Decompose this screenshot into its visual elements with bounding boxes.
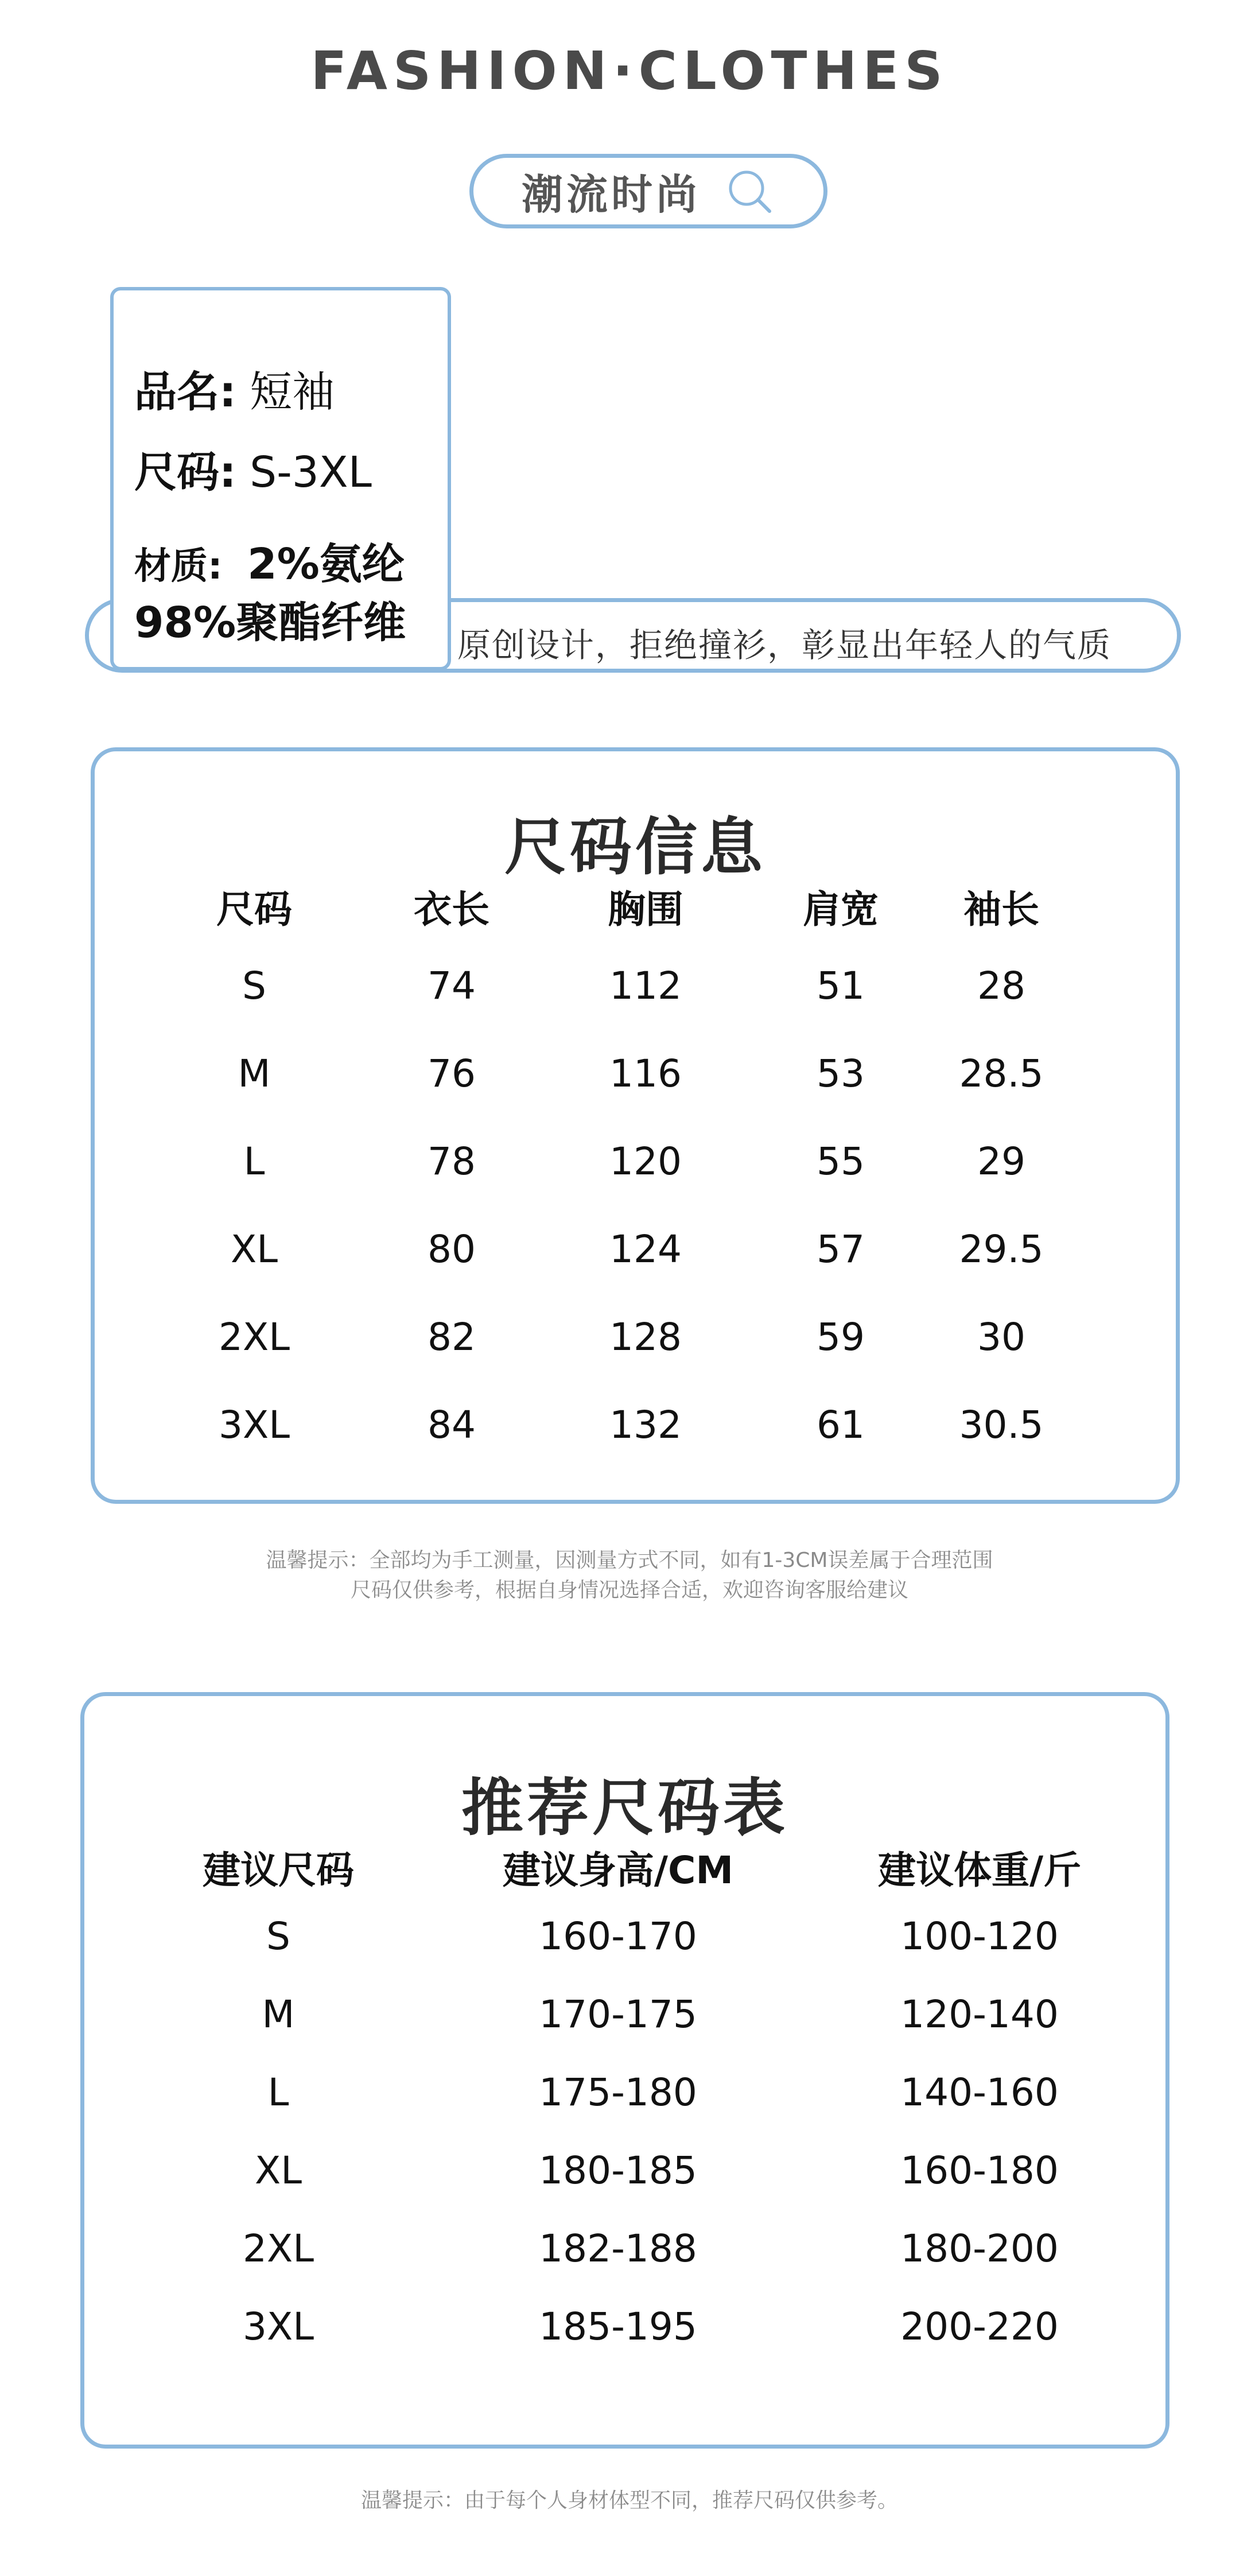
size-table-cell: 57 [817,1227,865,1271]
product-material-line [134,530,405,591]
recommend-table-title: 推荐尺码表 [461,1772,788,1844]
recommend-table-cell: 180-200 [900,2226,1059,2271]
size-table-cell: 53 [817,1052,865,1096]
recommend-note: 温馨提示：由于每个人身材体型不同，推荐尺码仅供参考。 [360,2489,898,2512]
size-table-header-cell: 胸围 [608,887,683,932]
size-table-cell: 128 [609,1315,682,1359]
size-table-cell: 112 [609,964,682,1008]
recommend-table-cell: XL [255,2148,302,2193]
size-table-header-cell: 尺码 [216,887,292,932]
product-size-key: 尺码: [134,448,236,497]
size-table-cell: M [238,1052,271,1096]
size-table-cell: 55 [817,1139,865,1184]
product-info-card [110,287,451,670]
size-note-2: 尺码仅供参考，根据自身情况选择合适，欢迎咨询客服给建议 [350,1578,908,1602]
recommend-table-cell: 160-180 [900,2148,1059,2193]
recommend-table-cell: 100-120 [900,1914,1059,1958]
recommend-table-header-cell: 建议身高/CM [502,1848,734,1892]
slogan-text: 原创设计，拒绝撞衫，彰显出年轻人的气质 [457,626,1112,665]
size-table-cell: 3XL [219,1403,290,1447]
product-name-line [134,358,335,419]
size-table-cell: S [242,964,266,1008]
recommend-table-cell: L [267,2070,289,2115]
size-table-cell: 76 [428,1052,476,1096]
size-table-header-cell: 袖长 [963,887,1039,932]
recommend-table-header-cell: 建议体重/斤 [877,1848,1082,1892]
size-table-cell: 78 [428,1139,476,1184]
recommend-table-cell: 200-220 [900,2305,1059,2349]
recommend-card [80,1692,1169,2449]
size-table-cell: 116 [609,1052,682,1096]
recommend-table-cell: 182-188 [539,2226,697,2271]
product-material-value-2: 98%聚酯纤维 [134,598,406,647]
product-name-value: 短袖 [250,367,335,417]
size-table-cell: 29.5 [959,1227,1044,1271]
size-table-cell: L [243,1139,265,1184]
product-material-value-1: 2%氨纶 [247,540,405,589]
product-material-key: 材质: [134,545,223,588]
size-table-cell: XL [231,1227,278,1271]
size-note-1: 温馨提示：全部均为手工测量，因测量方式不同，如有1-3CM误差属于合理范围 [266,1549,993,1572]
size-table-cell: 30.5 [959,1403,1044,1447]
size-table-cell: 28 [977,964,1025,1008]
size-table-cell: 120 [609,1139,682,1184]
size-info-card [91,747,1180,1504]
recommend-table-cell: 160-170 [539,1914,697,1958]
recommend-table-cell: 140-160 [900,2070,1059,2115]
product-size-value: S-3XL [250,448,372,497]
search-icon [724,165,775,217]
size-table-cell: 80 [428,1227,476,1271]
recommend-table-cell: 3XL [243,2305,314,2349]
size-table-cell: 2XL [219,1315,290,1359]
recommend-table-cell: 180-185 [539,2148,697,2193]
product-name-key: 品名: [134,367,236,417]
size-table-cell: 30 [977,1315,1025,1359]
recommend-table-cell: 170-175 [539,1992,697,2036]
size-table-cell: 82 [428,1315,476,1359]
size-table-cell: 132 [609,1403,682,1447]
size-table-cell: 51 [817,964,865,1008]
recommend-table-cell: M [262,1992,295,2036]
size-table-cell: 28.5 [959,1052,1044,1096]
recommend-table-cell: 185-195 [539,2305,697,2349]
size-table-cell: 61 [817,1403,865,1447]
size-table-header-cell: 肩宽 [803,887,879,932]
size-table-cell: 74 [428,964,476,1008]
search-pill[interactable] [469,154,827,228]
size-table-header-cell: 衣长 [414,887,489,932]
recommend-table-cell: S [266,1914,290,1958]
brand-title: FASHION·CLOTHES [310,40,949,102]
search-label: 潮流时尚 [521,170,701,219]
recommend-table-cell: 120-140 [900,1992,1059,2036]
recommend-table-cell: 2XL [243,2226,314,2271]
size-table-cell: 84 [428,1403,476,1447]
size-table-cell: 29 [977,1139,1025,1184]
product-size-line [134,439,372,499]
size-table-title: 尺码信息 [504,812,766,883]
recommend-table-cell: 175-180 [539,2070,697,2115]
size-table-cell: 124 [609,1227,682,1271]
size-table-cell: 59 [817,1315,865,1359]
recommend-table-header-cell: 建议尺码 [203,1848,354,1892]
